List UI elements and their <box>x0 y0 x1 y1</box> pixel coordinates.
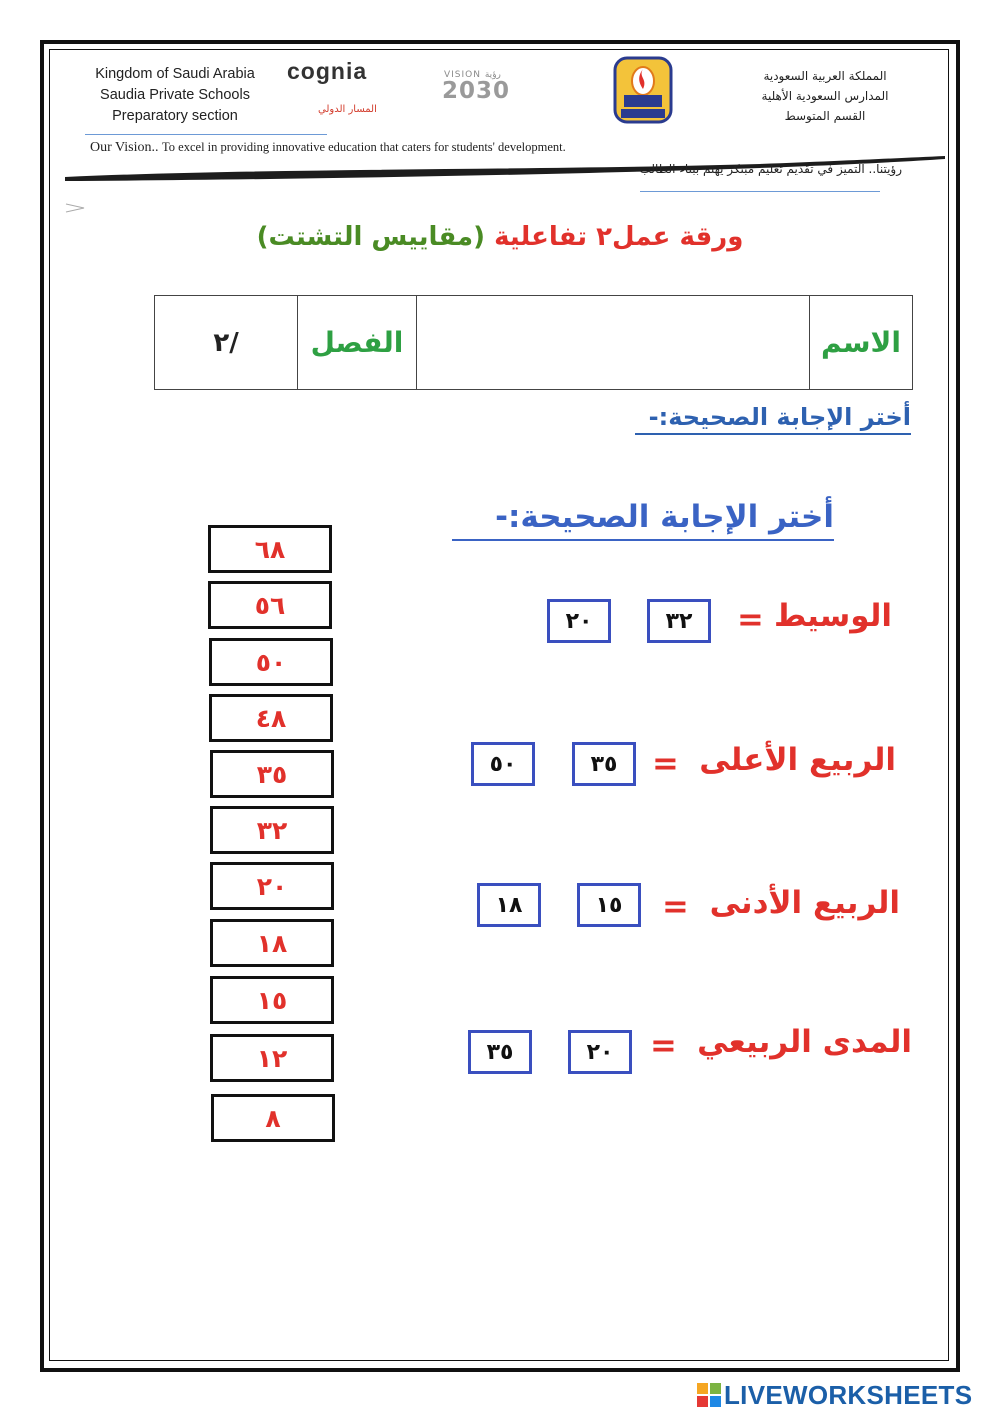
answer-choice[interactable]: ٥٠ <box>471 742 535 786</box>
arrow-mark-icon <box>64 202 88 214</box>
question-iqr-label: المدى الربيعي <box>697 1024 912 1060</box>
equals-sign: = <box>662 887 689 925</box>
option-tile[interactable]: ١٢ <box>210 1034 334 1082</box>
option-tile[interactable]: ١٨ <box>210 919 334 967</box>
answer-choice[interactable]: ٢٠ <box>568 1030 632 1074</box>
answer-choice[interactable]: ٢٠ <box>547 599 611 643</box>
cognia-logo: cognia <box>287 58 368 84</box>
name-label-cell <box>810 296 913 390</box>
vision-logo-year: 2030 <box>442 78 511 104</box>
vision-statement-arabic: رؤيتنا.. التميز في تقديم تعليم مبتكر يهتم ببناء الطالب <box>639 162 902 176</box>
header-divider-right <box>640 191 880 192</box>
vision-logo-top: VISION رؤية <box>444 70 501 80</box>
option-tile[interactable]: ٤٨ <box>209 694 333 742</box>
option-tile[interactable]: ٦٨ <box>208 525 332 573</box>
instruction-heading: أختر الإجابة الصحيحة:- <box>635 403 911 435</box>
header-arabic-line: المملكة العربية السعودية <box>763 69 887 83</box>
header-divider-left <box>85 134 327 135</box>
option-tile[interactable]: ٥٦ <box>208 581 332 629</box>
title-topic: (مقاييس التشتت) <box>256 222 486 252</box>
option-tile[interactable]: ٢٠ <box>210 862 334 910</box>
equals-sign: = <box>650 1026 677 1064</box>
header-english-line: Kingdom of Saudi Arabia <box>95 66 255 82</box>
answer-choice[interactable]: ٣٥ <box>468 1030 532 1074</box>
header-arabic-line: المدارس السعودية الأهلية <box>761 89 889 103</box>
name-label: الاسم <box>821 326 901 359</box>
question-median-label: الوسيط <box>773 598 892 634</box>
vision-en-text: To excel in providing innovative education that caters for students' development. <box>162 140 566 154</box>
class-label: الفصل <box>310 326 404 359</box>
liveworksheets-wordmark: LIVEWORKSHEETS <box>724 1380 973 1410</box>
option-tile[interactable]: ٥٠ <box>209 638 333 686</box>
question-lower-quartile-label: الربيع الأدنى <box>709 885 900 921</box>
class-value-cell[interactable] <box>155 296 298 390</box>
answer-choice[interactable]: ١٨ <box>477 883 541 927</box>
question-upper-quartile-label: الربيع الأعلى <box>699 742 896 778</box>
worksheet-title <box>250 222 750 252</box>
school-crest-icon <box>612 55 674 125</box>
header-english <box>70 64 280 127</box>
header-english-line: Saudia Private Schools <box>100 87 250 103</box>
class-value: ٢/ <box>213 327 239 358</box>
liveworksheets-logo-icon <box>697 1383 721 1407</box>
class-label-cell <box>298 296 417 390</box>
equals-sign: = <box>652 744 679 782</box>
vision-2030-logo <box>440 70 526 120</box>
cognia-subtitle: المسار الدولي <box>318 104 377 115</box>
title-main: ورقة عمل٢ تفاعلية <box>494 222 744 252</box>
option-tile[interactable]: ٣٢ <box>210 806 334 854</box>
answer-choice[interactable]: ٣٥ <box>572 742 636 786</box>
name-input-cell[interactable] <box>417 296 810 390</box>
header-arabic-line: القسم المتوسط <box>784 109 866 123</box>
vision-en-label: Our Vision.. <box>90 140 159 155</box>
option-tile[interactable]: ٨ <box>211 1094 335 1142</box>
answer-choice[interactable]: ٣٢ <box>647 599 711 643</box>
header-arabic <box>735 66 915 126</box>
instruction-heading-large: أختر الإجابة الصحيحة:- <box>452 499 834 541</box>
option-tile[interactable]: ٣٥ <box>210 750 334 798</box>
option-tile[interactable]: ١٥ <box>210 976 334 1024</box>
answer-choice[interactable]: ١٥ <box>577 883 641 927</box>
equals-sign: = <box>737 600 764 638</box>
student-info-table <box>154 295 913 390</box>
header-english-line: Preparatory section <box>112 108 238 124</box>
